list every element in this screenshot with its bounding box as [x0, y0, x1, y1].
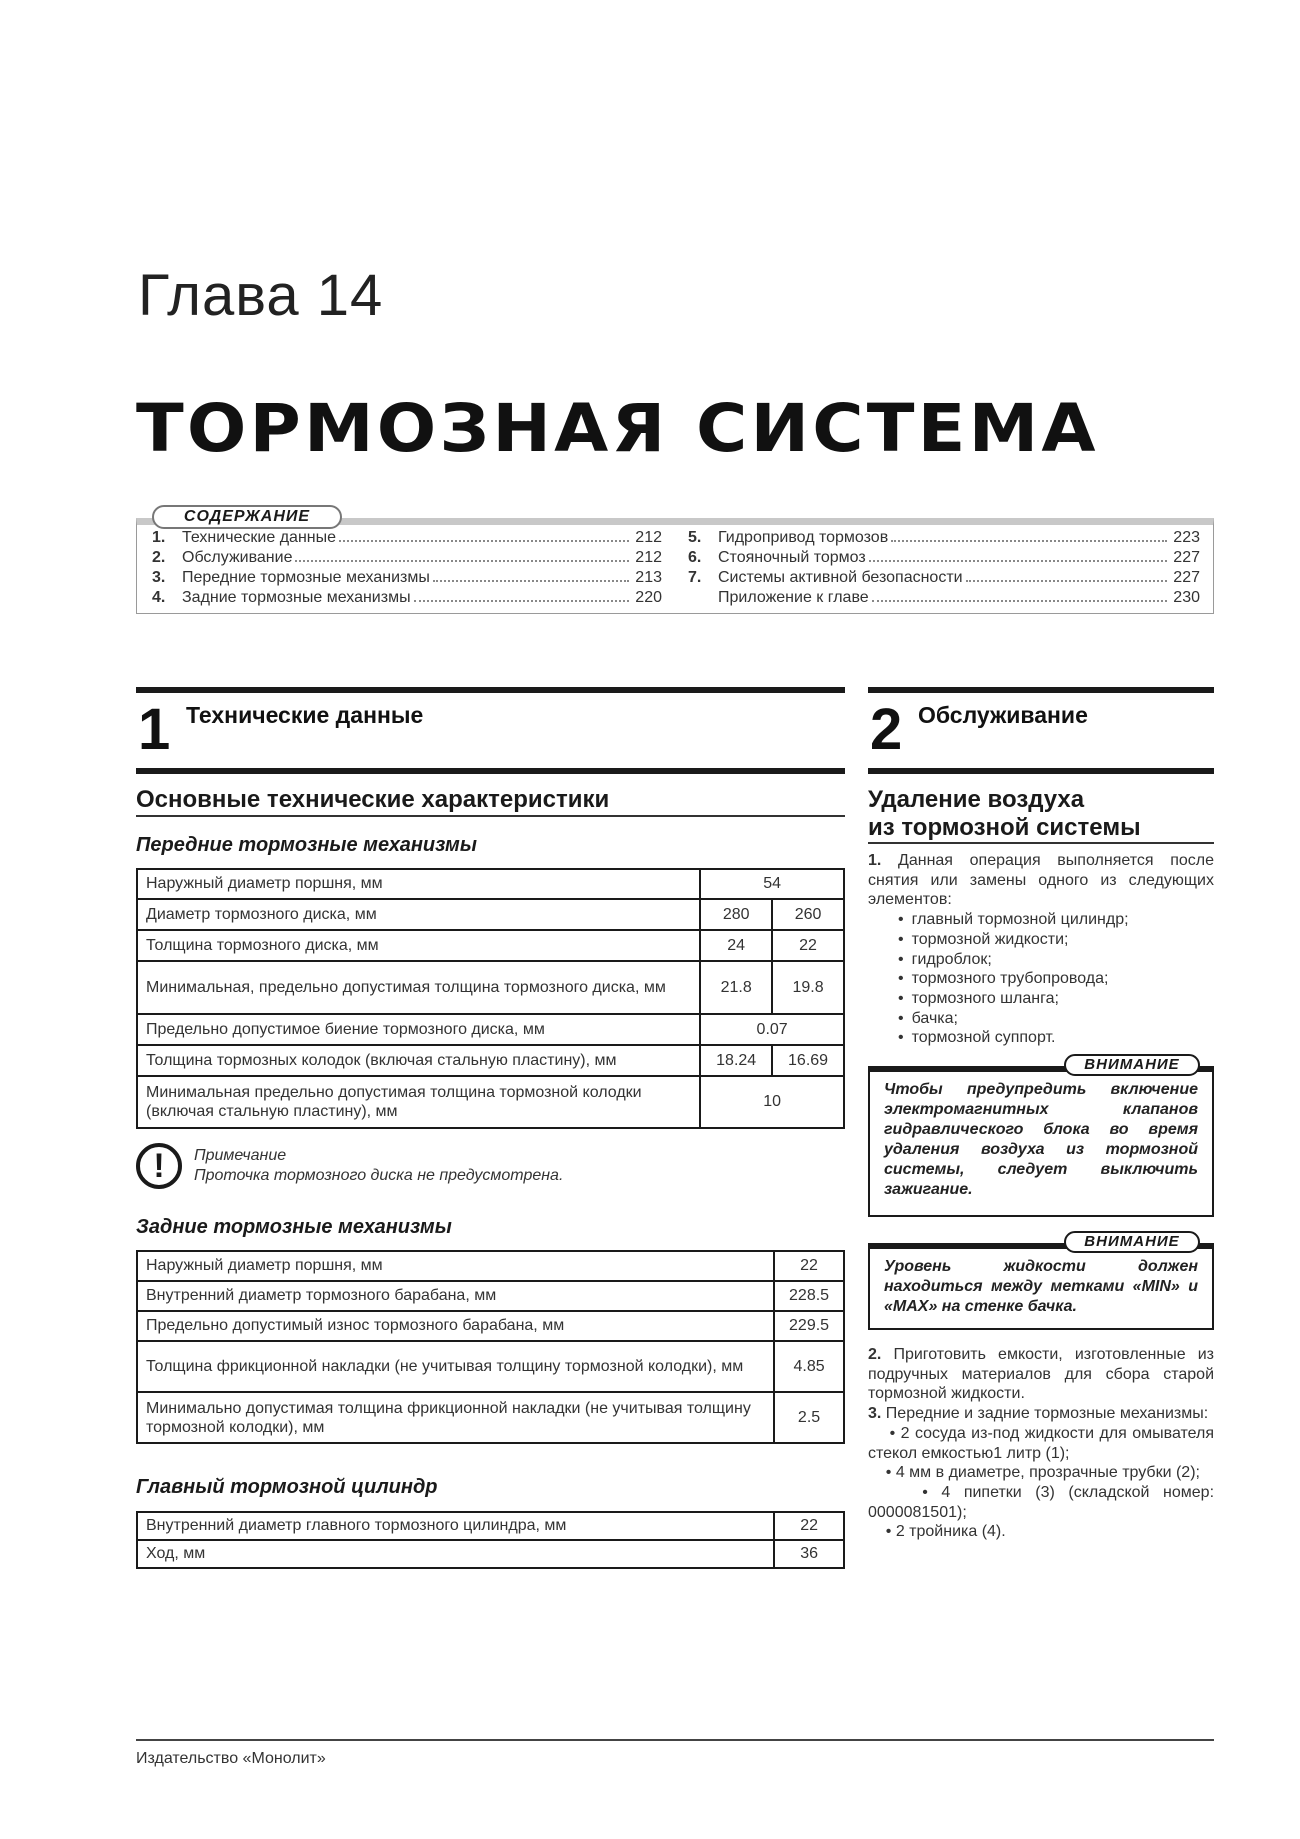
section-1-title: Технические данные — [186, 702, 424, 728]
warning-label: ВНИМАНИЕ — [1064, 1231, 1200, 1253]
contents-item[interactable]: 1. Технические данные 212 — [152, 529, 662, 546]
list-item: • тормозной жидкости; — [898, 930, 1214, 950]
note-text: Проточка тормозного диска не предусмотрена. — [194, 1167, 564, 1184]
contents-left-column — [152, 529, 662, 609]
section-2-subhead: Удаление воздуха из тормозной системы — [868, 786, 1141, 841]
table-row: Диаметр тормозного диска, мм 280 260 — [137, 899, 844, 930]
elements-list — [898, 910, 1214, 1048]
master-cylinder-table — [136, 1511, 845, 1569]
footer-rule — [136, 1739, 1214, 1741]
table-row: Наружный диаметр поршня, мм 22 — [137, 1251, 844, 1281]
table-row: Минимально допустимая толщина фрикционной накладки (не учитывая толщину тормозной колодки), мм 2.5 — [137, 1392, 844, 1443]
chapter-label: Глава 14 — [138, 263, 384, 328]
contents-right-column — [688, 529, 1200, 609]
rear-brakes-table — [136, 1250, 845, 1444]
table-row: Толщина тормозного диска, мм 24 22 — [137, 930, 844, 961]
list-item: • бачка; — [898, 1009, 1214, 1029]
section-1-top-rule — [136, 687, 845, 693]
front-brakes-caption: Передние тормозные механизмы — [136, 834, 477, 856]
table-row: Внутренний диаметр главного тормозного цилиндра, мм 22 — [137, 1512, 844, 1540]
contents-label: СОДЕРЖАНИЕ — [152, 505, 342, 529]
contents-item[interactable]: 6. Стояночный тормоз 227 — [688, 549, 1200, 566]
note-label: Примечание — [194, 1147, 287, 1164]
contents-item[interactable]: 3. Передние тормозные механизмы 213 — [152, 569, 662, 586]
rear-brakes-caption: Задние тормозные механизмы — [136, 1216, 452, 1238]
subhead-rule — [868, 842, 1214, 844]
table-row: Минимальная предельно допустимая толщина тормозной колодки (включая стальную пластину), мм 10 — [137, 1076, 844, 1128]
list-item: • тормозного шланга; — [898, 989, 1214, 1009]
list-item: 4 пипетки (3) (складской номер: 0000081501); — [868, 1483, 1215, 1521]
list-item: • тормозной суппорт. — [898, 1028, 1214, 1048]
warning-box-1 — [868, 1066, 1214, 1217]
warning-box-2 — [868, 1243, 1214, 1330]
section-2-title: Обслуживание — [918, 702, 1088, 728]
warning-label: ВНИМАНИЕ — [1064, 1054, 1200, 1076]
table-row: Внутренний диаметр тормозного барабана, мм 228.5 — [137, 1281, 844, 1311]
note — [194, 1146, 563, 1186]
contents-item[interactable]: 5. Гидропривод тормозов 223 — [688, 529, 1200, 546]
table-row: Минимальная, предельно допустимая толщина тормозного диска, мм 21.8 19.8 — [137, 961, 844, 1014]
list-item: 2 тройника (4). — [895, 1523, 1006, 1541]
contents-item[interactable]: Приложение к главе 230 — [718, 589, 1200, 606]
steps-2-3: 2. Приготовить емкости, изготовленные из подручных материалов для сбора старой тормозной жидкости. 3. Передние и задние тормозные механизмы: • 2 сосуда из-под жидкости для омывателя стекол емкостью1 литр (1); • 4 мм в диаметре, прозрачные трубки (2); • 4 пипетки (3) (складской номер: 0000081501); • 2 тройника (4). — [868, 1346, 1215, 1541]
warning-text: Уровень жидкости должен находиться между метками «MIN» и «MAX» на стенке бачка. — [884, 1258, 1198, 1315]
table-row: Предельно допустимое биение тормозного диска, мм 0.07 — [137, 1014, 844, 1045]
step-1: 1. Данная операция выполняется после снятия или замены одного из следующих элементов: • главный тормозной цилиндр; • тормозной жидкости; • гидроблок; • тормозного трубопровода; • тормозного шланга; • бачка; • тормозной суппорт. — [868, 851, 1214, 1048]
front-brakes-table — [136, 868, 845, 1129]
subhead-rule — [136, 815, 845, 817]
page-title: ТОРМОЗНАЯ СИСТЕМА — [136, 390, 1099, 467]
table-row: Ход, мм 36 — [137, 1540, 844, 1568]
warning-text: Чтобы предупредить включение электромагнитных клапанов гидравлического блока во время удаления воздуха из тормозной системы, следует выключить зажигание. — [884, 1081, 1198, 1198]
table-row: Наружный диаметр поршня, мм 54 — [137, 869, 844, 899]
table-row: Толщина тормозных колодок (включая стальную пластину), мм 18.24 16.69 — [137, 1045, 844, 1076]
publisher-footer: Издательство «Монолит» — [136, 1750, 326, 1767]
list-item: 2 сосуда из-под жидкости для омывателя стекол емкостью1 литр (1); — [868, 1424, 1215, 1462]
section-2-top-rule — [868, 687, 1214, 693]
master-cylinder-caption: Главный тормозной цилиндр — [136, 1476, 438, 1498]
list-item: • гидроблок; — [898, 950, 1214, 970]
contents-item[interactable]: 4. Задние тормозные механизмы 220 — [152, 589, 662, 606]
contents-item[interactable]: 7. Системы активной безопасности 227 — [688, 569, 1200, 586]
table-row: Предельно допустимый износ тормозного барабана, мм 229.5 — [137, 1311, 844, 1341]
section-1-bottom-rule — [136, 768, 845, 774]
section-2-number: 2 — [870, 697, 903, 762]
section-1-subhead: Основные технические характеристики — [136, 786, 610, 813]
list-item: • тормозного трубопровода; — [898, 969, 1214, 989]
contents-item[interactable]: 2. Обслуживание 212 — [152, 549, 662, 566]
table-row: Толщина фрикционной накладки (не учитывая толщину тормозной колодки), мм 4.85 — [137, 1341, 844, 1392]
list-item: • главный тормозной цилиндр; — [898, 910, 1214, 930]
section-1-number: 1 — [138, 697, 171, 762]
list-item: 4 мм в диаметре, прозрачные трубки (2); — [895, 1464, 1200, 1482]
exclamation-icon: ! — [136, 1143, 182, 1189]
section-2-bottom-rule — [868, 768, 1214, 774]
